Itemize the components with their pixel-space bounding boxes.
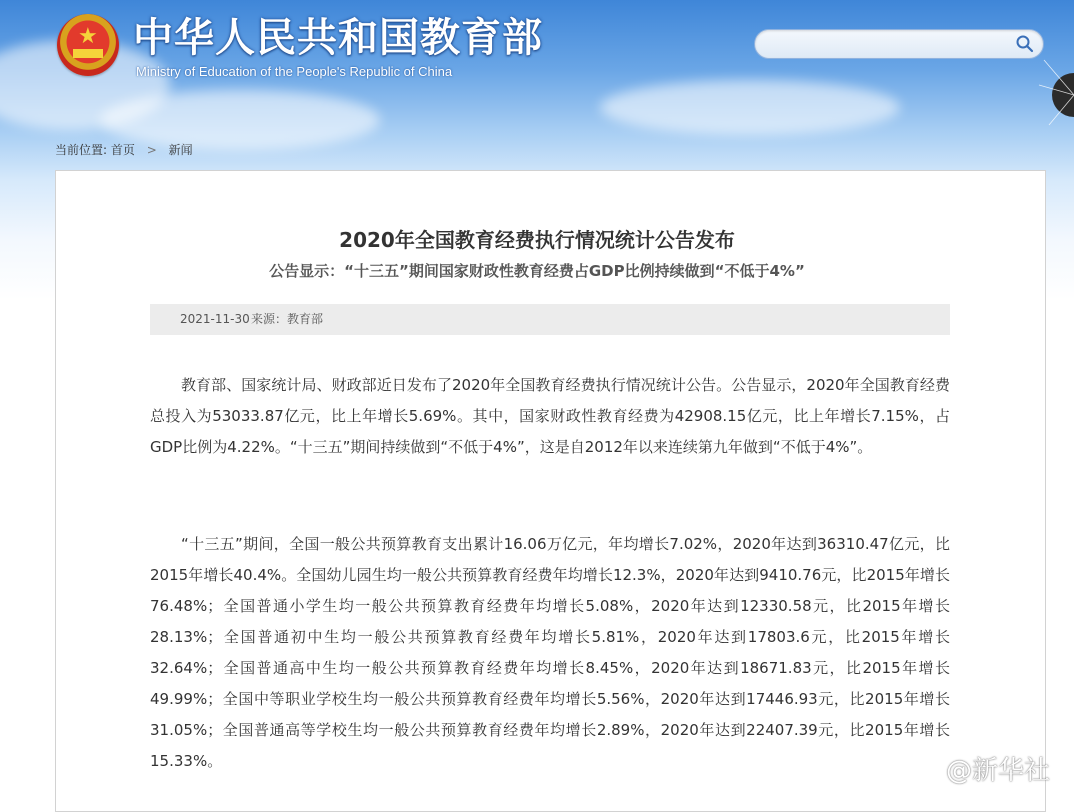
publish-date: 2021-11-30 <box>180 312 250 326</box>
watermark-text: @新华社 <box>946 756 1051 786</box>
search-input[interactable] <box>767 34 1011 56</box>
chevron-right-icon: > <box>146 143 157 157</box>
dandelion-decoration <box>1034 40 1074 130</box>
breadcrumb-home-link[interactable]: 首页 <box>110 143 135 157</box>
article-source: 来源：教育部 <box>251 312 324 326</box>
site-subtitle: Ministry of Education of the People's Republic of China <box>136 64 453 79</box>
article-subtitle: 公告显示：“十三五”期间国家财政性教育经费占GDP比例持续做到“不低于4%” <box>269 262 805 280</box>
watermark <box>912 750 1050 787</box>
site-header <box>0 0 1074 130</box>
site-title[interactable]: 中华人民共和国教育部 <box>133 15 543 61</box>
weibo-icon <box>912 760 942 784</box>
article-paragraph: “十三五”期间，全国一般公共预算教育支出累计16.06万亿元，年均增长7.02%，2020年达到36310.47亿元，比2015年增长40.4%。全国幼儿园生均一般公共预算教育经费年均增长12.3%，2020年达到9410.76元，比2015年增长76.48%；全国普通小学生均一般公共预算教育经费年均增长5.08%，2020年达到12330.58元，比2015年增长28.13%；全国普通初中生均一般公共预算教育经费年均增长5.81%，2020年达到17803.6元，比2015年增长32.64%；全国普通高中生均一般公共预算教育经费年均增长8.45%，2020年达到18671.83元，比2015年增长49.99%；全国中等职业学校生均一般公共预算教育经费年均增长5.56%，2020年达到17446.93元，比2015年增长31.05%；全国普通高等学校生均一般公共预算教育经费年均增长2.89%，2020年达到22407.39元，比2015年增长15.33%。 <box>150 535 950 770</box>
breadcrumb-label: 当前位置: <box>55 143 108 157</box>
star-icon: ★ <box>78 24 98 49</box>
breadcrumb-news-link[interactable]: 新闻 <box>168 143 193 157</box>
gate-icon <box>73 49 103 58</box>
article-paragraph: 教育部、国家统计局、财政部近日发布了2020年全国教育经费执行情况统计公告。公告显示，2020年全国教育经费总投入为53033.87亿元，比上年增长5.69%。其中，国家财政性教育经费为42908.15亿元，比上年增长7.15%，占GDP比例为4.22%。“十三五”期间持续做到“不低于4%”，这是自2012年以来连续第九年做到“不低于4%”。 <box>150 376 950 456</box>
article-meta-bar <box>150 304 950 335</box>
national-emblem-icon[interactable] <box>57 14 119 76</box>
search-icon[interactable] <box>1015 34 1035 54</box>
breadcrumb <box>55 141 193 158</box>
search-box <box>754 29 1044 59</box>
article-title: 2020年全国教育经费执行情况统计公告发布 <box>339 228 735 252</box>
